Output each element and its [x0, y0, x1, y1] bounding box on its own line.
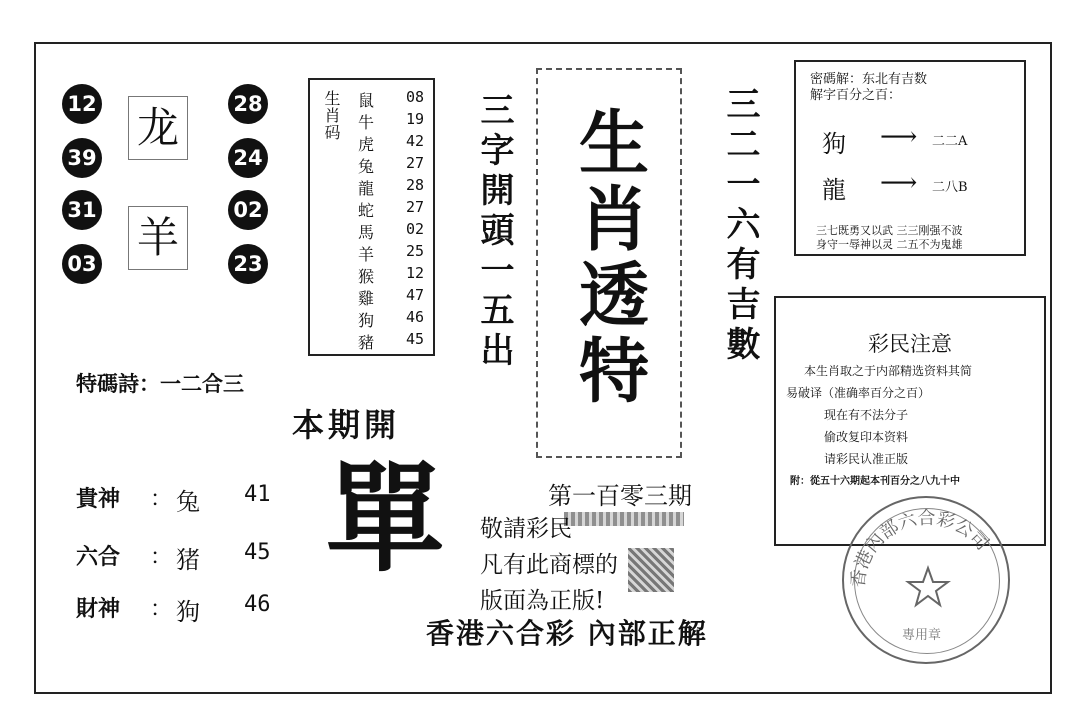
notice-line: 现在有不法分子: [824, 408, 909, 422]
stamp-center-text: 專用章: [902, 628, 942, 643]
respect-line: 敬請彩民: [480, 516, 572, 542]
zodiac-row: [358, 308, 434, 328]
zodiac-animal: 鼠: [358, 91, 375, 110]
notice-line: 易破译（准确率百分之百）: [786, 386, 931, 400]
big-character: 單: [326, 449, 445, 588]
smudge: [564, 512, 684, 526]
zodiac-number: 28: [406, 176, 425, 194]
zodiac-animal: 牛: [358, 113, 375, 132]
code-poem-2: 身守一辱神以灵 二五不为鬼雄: [816, 238, 963, 251]
respect-line: 凡有此商標的: [480, 552, 618, 578]
zodiac-animal: 馬: [358, 223, 375, 242]
number-ball: 23: [228, 244, 268, 284]
zodiac-animal: 虎: [358, 135, 375, 154]
zodiac-number: 12: [406, 264, 425, 282]
zodiac-row: [358, 264, 434, 284]
code-poem-1: 三七既勇又以武 三三刚强不波: [816, 224, 963, 237]
zodiac-row: [358, 242, 434, 262]
poem-line: 特碼詩：一二合三: [76, 371, 244, 396]
zodiac-row: [358, 176, 434, 196]
zodiac-row: [358, 220, 434, 240]
god-separator: ：: [150, 487, 173, 512]
zodiac-row: [358, 286, 434, 306]
hint-right: 三二一六有吉數: [720, 86, 760, 366]
zodiac-row: [358, 132, 434, 152]
god-label: 六合: [76, 544, 121, 570]
zodiac-list-heading: 生肖码: [322, 90, 341, 141]
main-title: 生肖透特: [567, 106, 651, 410]
zodiac-number-list: [308, 78, 435, 356]
arrow-icon: ⟶: [880, 168, 918, 198]
zodiac-number: 08: [406, 88, 425, 106]
god-number: 46: [244, 592, 271, 617]
svg-text:香港內部六合彩公司: [848, 508, 993, 589]
title-box: [536, 68, 682, 458]
zodiac-row: [358, 88, 434, 108]
zodiac-animal: 狗: [358, 311, 375, 330]
issue-number: 第一百零三期: [548, 482, 692, 510]
zodiac-row: [358, 154, 434, 174]
code-item-animal: 龍: [822, 176, 846, 204]
notice-line: 请彩民认准正版: [824, 452, 909, 466]
zodiac-number: 27: [406, 198, 425, 216]
zodiac-animal: 兔: [358, 157, 375, 176]
zodiac-animal: 雞: [358, 289, 375, 308]
zodiac-animal: 龍: [358, 179, 375, 198]
number-ball: 24: [228, 138, 268, 178]
zodiac-box-dragon: 龙: [128, 96, 188, 160]
number-ball: 02: [228, 190, 268, 230]
notice-footnote: 附：從五十六期起本刊百分之八九十中: [790, 476, 960, 487]
trademark-logo: [628, 548, 674, 592]
code-line1: 密碼解：东北有吉数: [810, 72, 928, 87]
zodiac-row: [358, 198, 434, 218]
zodiac-animal: 蛇: [358, 201, 375, 220]
zodiac-number: 47: [406, 286, 425, 304]
god-label: 財神: [76, 596, 121, 622]
number-ball: 39: [62, 138, 102, 178]
code-item-code: 二八B: [932, 180, 968, 195]
zodiac-animal: 羊: [358, 245, 375, 264]
hint-left: 三字開頭一五出: [474, 92, 514, 372]
notice-line: 本生肖取之于内部精选资料其简: [804, 364, 973, 378]
god-number: 45: [244, 540, 271, 565]
zodiac-row: [358, 330, 434, 350]
notice-line: 偷改复印本资料: [824, 430, 909, 444]
number-ball: 12: [62, 84, 102, 124]
code-box: [794, 60, 1026, 256]
code-line2: 解字百分之百：: [810, 88, 902, 103]
respect-line: 版面為正版!: [480, 588, 605, 614]
code-item-animal: 狗: [822, 130, 846, 158]
god-label: 貴神: [76, 486, 121, 512]
god-animal: 兔: [176, 488, 200, 516]
arrow-icon: ⟶: [880, 122, 918, 152]
number-ball: 28: [228, 84, 268, 124]
god-separator: ：: [150, 545, 173, 570]
zodiac-number: 27: [406, 154, 425, 172]
zodiac-number: 42: [406, 132, 425, 150]
god-animal: 狗: [176, 598, 200, 626]
footer-text: 香港六合彩 內部正解: [426, 617, 708, 650]
zodiac-animal: 豬: [358, 333, 375, 352]
god-separator: ：: [150, 597, 173, 622]
zodiac-animal: 猴: [358, 267, 375, 286]
notice-title: 彩民注意: [868, 332, 952, 356]
zodiac-number: 25: [406, 242, 425, 260]
zodiac-number: 46: [406, 308, 425, 326]
zodiac-box-goat: 羊: [128, 206, 188, 270]
stamp-text: 香港內部六合彩公司: [847, 507, 993, 589]
code-item-code: 二二A: [932, 134, 968, 149]
number-ball: 03: [62, 244, 102, 284]
god-number: 41: [244, 482, 271, 507]
god-animal: 猪: [176, 546, 200, 574]
zodiac-row: [358, 110, 434, 130]
zodiac-number: 19: [406, 110, 425, 128]
number-ball: 31: [62, 190, 102, 230]
open-label: 本期開: [292, 406, 401, 444]
star-icon: [908, 568, 948, 605]
zodiac-number: 45: [406, 330, 425, 348]
zodiac-number: 02: [406, 220, 425, 238]
company-stamp: [842, 496, 1010, 664]
